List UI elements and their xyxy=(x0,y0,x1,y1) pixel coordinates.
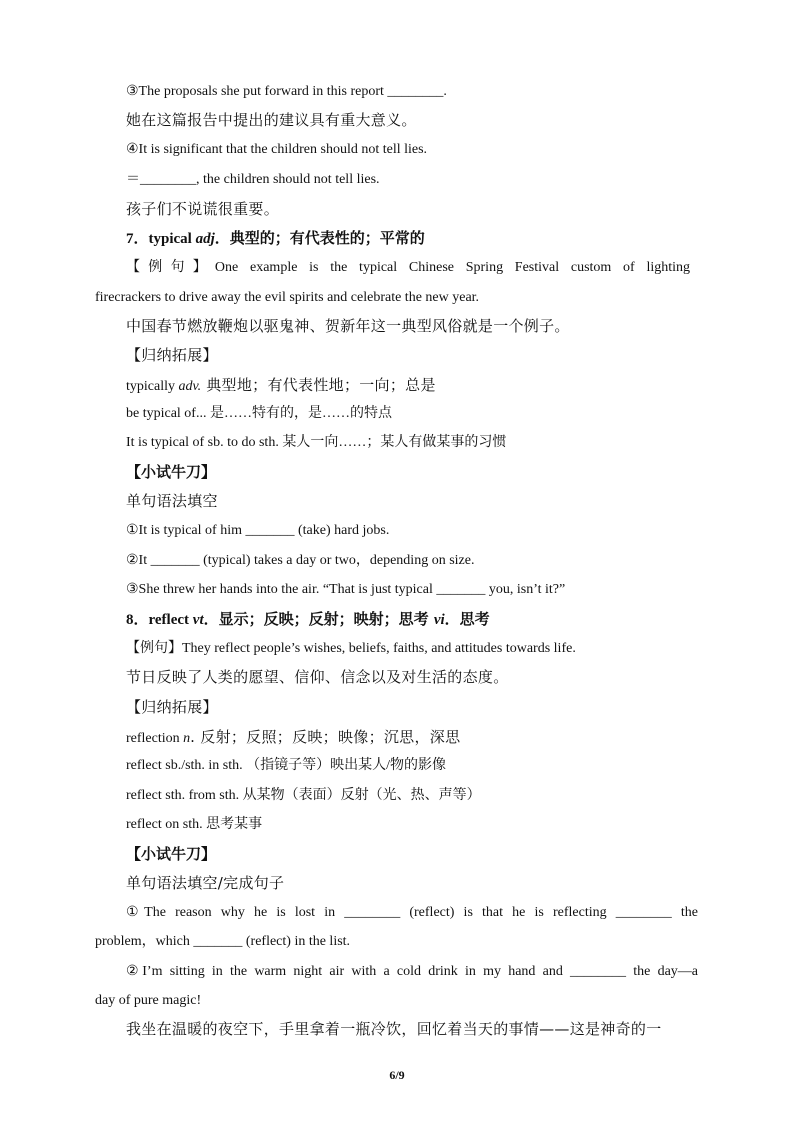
entry-8-expansion-2: reflect sb./sth. in sth. （指镜子等）映出某人/物的影像 xyxy=(126,758,447,773)
entry-8-example-translation: 节日反映了人类的愿望、信仰、信念以及对生活的态度。 xyxy=(126,668,509,686)
entry-7-meaning: ．典型的；有代表性的；平常的 xyxy=(214,229,425,247)
entry-8-expansion-3: reflect sth. from sth. 从某物（表面）反射（光、热、声等） xyxy=(126,788,481,803)
entry-8-practice-1: ①The reason why he is lost in ________ (reflect) is that he is reflecting ________ the xyxy=(126,905,698,920)
expansion-pos: n xyxy=(183,731,191,746)
page-number: 6/9 xyxy=(389,1068,405,1082)
entry-7-practice-1: ①It is typical of him _______ (take) hard jobs. xyxy=(126,523,390,538)
entry-7-word: 7．typical xyxy=(126,231,196,247)
entry-8-expansion-label: 【归纳拓展】 xyxy=(126,698,218,716)
exercise-4-rewrite: ＝________, the children should not tell lies. xyxy=(126,172,380,187)
expansion-meaning: 典型地；有代表性地；一向；总是 xyxy=(201,376,436,394)
entry-7-pos: adj xyxy=(195,231,215,247)
entry-7-practice-2: ②It _______ (typical) takes a day or two，depending on size. xyxy=(126,553,475,568)
entry-8-pos-vi: vi xyxy=(433,612,445,628)
entry-8-heading xyxy=(126,609,490,630)
entry-7-practice-instruction: 单句语法填空 xyxy=(126,492,218,510)
entry-7-practice-label: 【小试牛刀】 xyxy=(126,463,217,481)
entry-7-expansion-3: It is typical of sb. to do sth. 某人一向……；某人有做某事的习惯 xyxy=(126,435,507,450)
exercise-3-translation: 她在这篇报告中提出的建议具有重大意义。 xyxy=(126,111,417,129)
entry-8-practice-2: ②I’m sitting in the warm night air with a cold drink in my hand and ________ the day—a xyxy=(126,964,698,979)
exercise-3-sentence: ③The proposals she put forward in this report ________. xyxy=(126,84,447,99)
entry-8-expansion-4: reflect on sth. 思考某事 xyxy=(126,817,263,832)
expansion-word: reflection xyxy=(126,731,184,746)
entry-8-expansion-1 xyxy=(126,727,460,749)
expansion-meaning: . 反射；反照；反映；映像；沉思，深思 xyxy=(190,728,461,746)
entry-7-expansion-2: be typical of... 是……特有的，是……的特点 xyxy=(126,406,392,421)
entry-7-practice-3: ③She threw her hands into the air. “That is just typical _______ you, isn’t it?” xyxy=(126,582,566,597)
entry-8-meaning-vt: ．显示；反映；反射；映射；思考 xyxy=(203,610,434,628)
entry-8-pos-vt: vt xyxy=(192,612,204,628)
exercise-4-sentence: ④It is significant that the children should not tell lies. xyxy=(126,142,428,157)
entry-8-meaning-vi: ．思考 xyxy=(444,610,490,628)
expansion-word: typically xyxy=(126,379,179,394)
entry-7-example: 【例句】One example is the typical Chinese Spring Festival custom of lighting xyxy=(126,260,690,275)
entry-8-example: 【例句】They reflect people’s wishes, beliefs, faiths, and attitudes towards life. xyxy=(126,641,576,656)
entry-7-expansion-label: 【归纳拓展】 xyxy=(126,346,218,364)
entry-8-word: 8．reflect xyxy=(126,612,193,628)
entry-8-practice-label: 【小试牛刀】 xyxy=(126,845,217,863)
exercise-4-translation: 孩子们不说谎很重要。 xyxy=(126,200,280,218)
entry-7-example-translation: 中国春节燃放鞭炮以驱鬼神、贺新年这一典型风俗就是一个例子。 xyxy=(126,317,570,335)
entry-8-practice-2-cont: day of pure magic! xyxy=(95,993,202,1008)
entry-7-expansion-1 xyxy=(126,375,436,397)
entry-8-practice-instruction: 单句语法填空/完成句子 xyxy=(126,874,285,892)
entry-8-practice-1-cont: problem，which _______ (reflect) in the list. xyxy=(95,934,351,949)
entry-7-heading xyxy=(126,228,425,249)
entry-8-practice-2-translation: 我坐在温暖的夜空下，手里拿着一瓶冷饮，回忆着当天的事情——这是神奇的一 xyxy=(126,1020,662,1038)
expansion-pos: adv. xyxy=(178,379,202,394)
entry-7-example-cont: firecrackers to drive away the evil spirits and celebrate the new year. xyxy=(95,290,480,305)
